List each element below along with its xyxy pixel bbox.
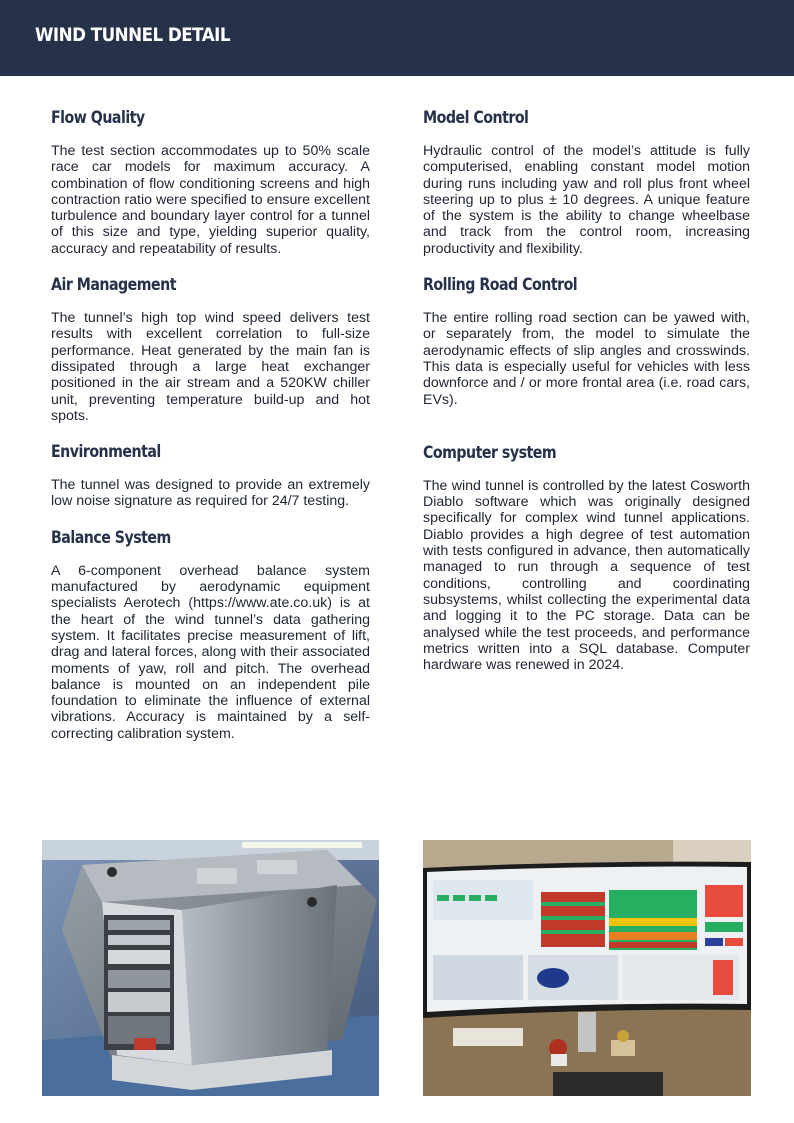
section-body: The tunnel’s high top wind speed delivers test results with excellent correlation to full-size performance. Heat generated by the main fan is dissipated through a large heat exchanger positioned in the air stream and a 520KW chiller unit, preventing temperature build-up and hot spots. <box>51 310 370 424</box>
section-heading: Balance System <box>51 527 171 547</box>
section-balance-system <box>51 527 370 742</box>
section-body: The test section accommodates up to 50% scale race car models for maximum accuracy. A combination of flow conditioning screens and high contraction ratio were specified to ensure excellent turbulence and boundary layer control for a tunnel of this size and type, yielding superior quality, accuracy and repeatability of results. <box>51 143 370 257</box>
section-body: Hydraulic control of the model’s attitude is fully computerised, enabling constant model motion during runs including yaw and roll plus front wheel steering up to plus ± 10 degrees. A unique feature of the system is the ability to change wheelbase and track from the control room, increasing productivity and flexibility. <box>423 143 750 257</box>
page-header <box>0 0 794 76</box>
section-heading: Environmental <box>51 442 161 462</box>
balance-system-illustration <box>42 840 379 1096</box>
section-body: The entire rolling road section can be yawed with, or separately from, the model to simulate the aerodynamic effects of slip angles and crosswinds. This data is especially useful for vehicles with less downforce and / or more frontal area (i.e. road cars, EVs). <box>423 310 750 408</box>
section-model-control <box>423 107 750 257</box>
section-body: A 6-component overhead balance system manufactured by aerodynamic equipment specialists Aerotech (https://www.ate.co.uk) is at the heart of the wind tunnel’s data gathering system. It facilitates precise measurement of lift, drag and lateral forces, along with their associated moments of yaw, roll and pitch. The overhead balance is mounted on an independent pile foundation to eliminate the influence of external vibrations. Accuracy is maintained by a self-correcting calibration system. <box>51 562 370 742</box>
section-rolling-road-control <box>423 274 750 408</box>
section-computer-system <box>423 442 750 674</box>
control-room-photo <box>423 840 751 1096</box>
control-room-illustration <box>423 840 751 1096</box>
section-environmental <box>51 441 370 510</box>
section-heading: Computer system <box>423 442 557 462</box>
section-air-management <box>51 274 370 424</box>
right-column <box>423 107 750 673</box>
section-body: The wind tunnel is controlled by the latest Cosworth Diablo software which was originally designed specifically for complex wind tunnel applications. Diablo provides a high degree of test automation with tests configured in advance, then automatically managed to run through a sequence of test conditions, controlling and coordinating subsystems, whilst collecting the experimental data and logging it to the PC storage. Data can be analysed while the test proceeds, and performance metrics written into a SQL database. Computer hardware was renewed in 2024. <box>423 477 750 674</box>
section-heading: Air Management <box>51 275 177 295</box>
section-heading: Model Control <box>423 108 529 127</box>
page-title: WIND TUNNEL DETAIL <box>35 24 230 46</box>
section-heading: Rolling Road Control <box>423 275 578 295</box>
section-body: The tunnel was designed to provide an extremely low noise signature as required for 24/7 testing. <box>51 477 370 510</box>
left-column <box>51 107 370 742</box>
section-flow-quality <box>51 107 370 257</box>
balance-system-photo <box>42 840 379 1096</box>
section-heading: Flow Quality <box>51 108 145 127</box>
